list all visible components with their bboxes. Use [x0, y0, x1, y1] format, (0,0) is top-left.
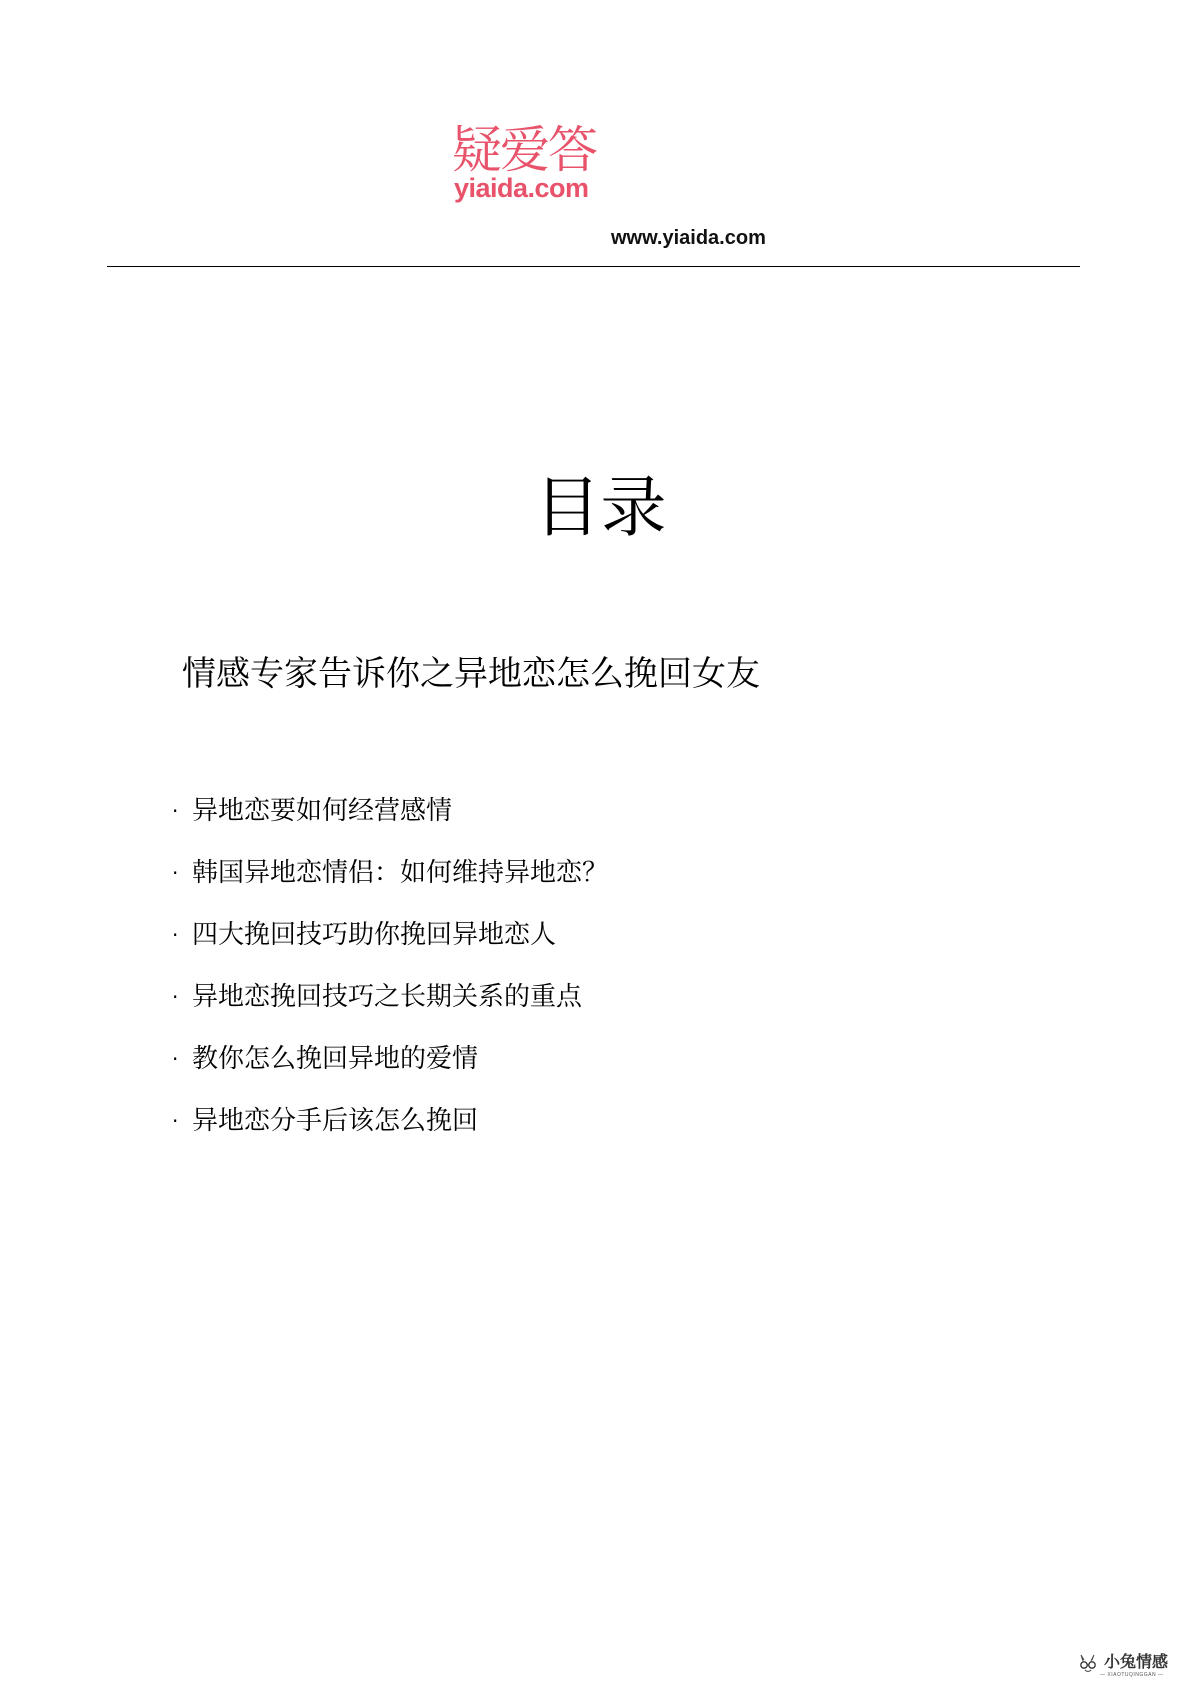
toc-item-label: 异地恋要如何经营感情: [192, 796, 453, 826]
bullet-icon: ·: [172, 861, 179, 885]
toc-item-label: 韩国异地恋情侣：如何维持异地恋？: [192, 858, 609, 888]
toc-item: [172, 1028, 608, 1090]
logo-domain-text: yiaida.com: [454, 173, 589, 203]
document-title: 情感专家告诉你之异地恋怎么挽回女友: [182, 654, 760, 694]
header-divider: [107, 266, 1080, 267]
bullet-icon: ·: [172, 1047, 179, 1071]
logo-chinese-text: 疑爱答: [452, 121, 596, 179]
bullet-icon: ·: [172, 1109, 179, 1133]
watermark-subtext: — XIAOTUQINGGAN —: [1100, 1672, 1164, 1678]
bullet-icon: ·: [172, 799, 179, 823]
toc-item-label: 教你怎么挽回异地的爱情: [192, 1044, 479, 1074]
toc-item: [172, 780, 608, 842]
toc-item-label: 异地恋挽回技巧之长期关系的重点: [192, 982, 583, 1012]
site-url: www.yiaida.com: [611, 227, 766, 249]
site-logo: [452, 122, 612, 210]
toc-item-label: 四大挽回技巧助你挽回异地恋人: [192, 920, 557, 950]
toc-item: [172, 966, 608, 1028]
toc-list: [172, 780, 608, 1152]
toc-item: [172, 1090, 608, 1152]
toc-item-label: 异地恋分手后该怎么挽回: [192, 1106, 479, 1136]
watermark: [1074, 1652, 1186, 1682]
toc-item: [172, 904, 608, 966]
bullet-icon: ·: [172, 923, 179, 947]
watermark-text: 小兔情感: [1104, 1652, 1169, 1671]
toc-heading: 目录: [534, 469, 667, 546]
toc-item: [172, 842, 608, 904]
rabbit-glasses-icon: [1074, 1654, 1102, 1674]
bullet-icon: ·: [172, 985, 179, 1009]
